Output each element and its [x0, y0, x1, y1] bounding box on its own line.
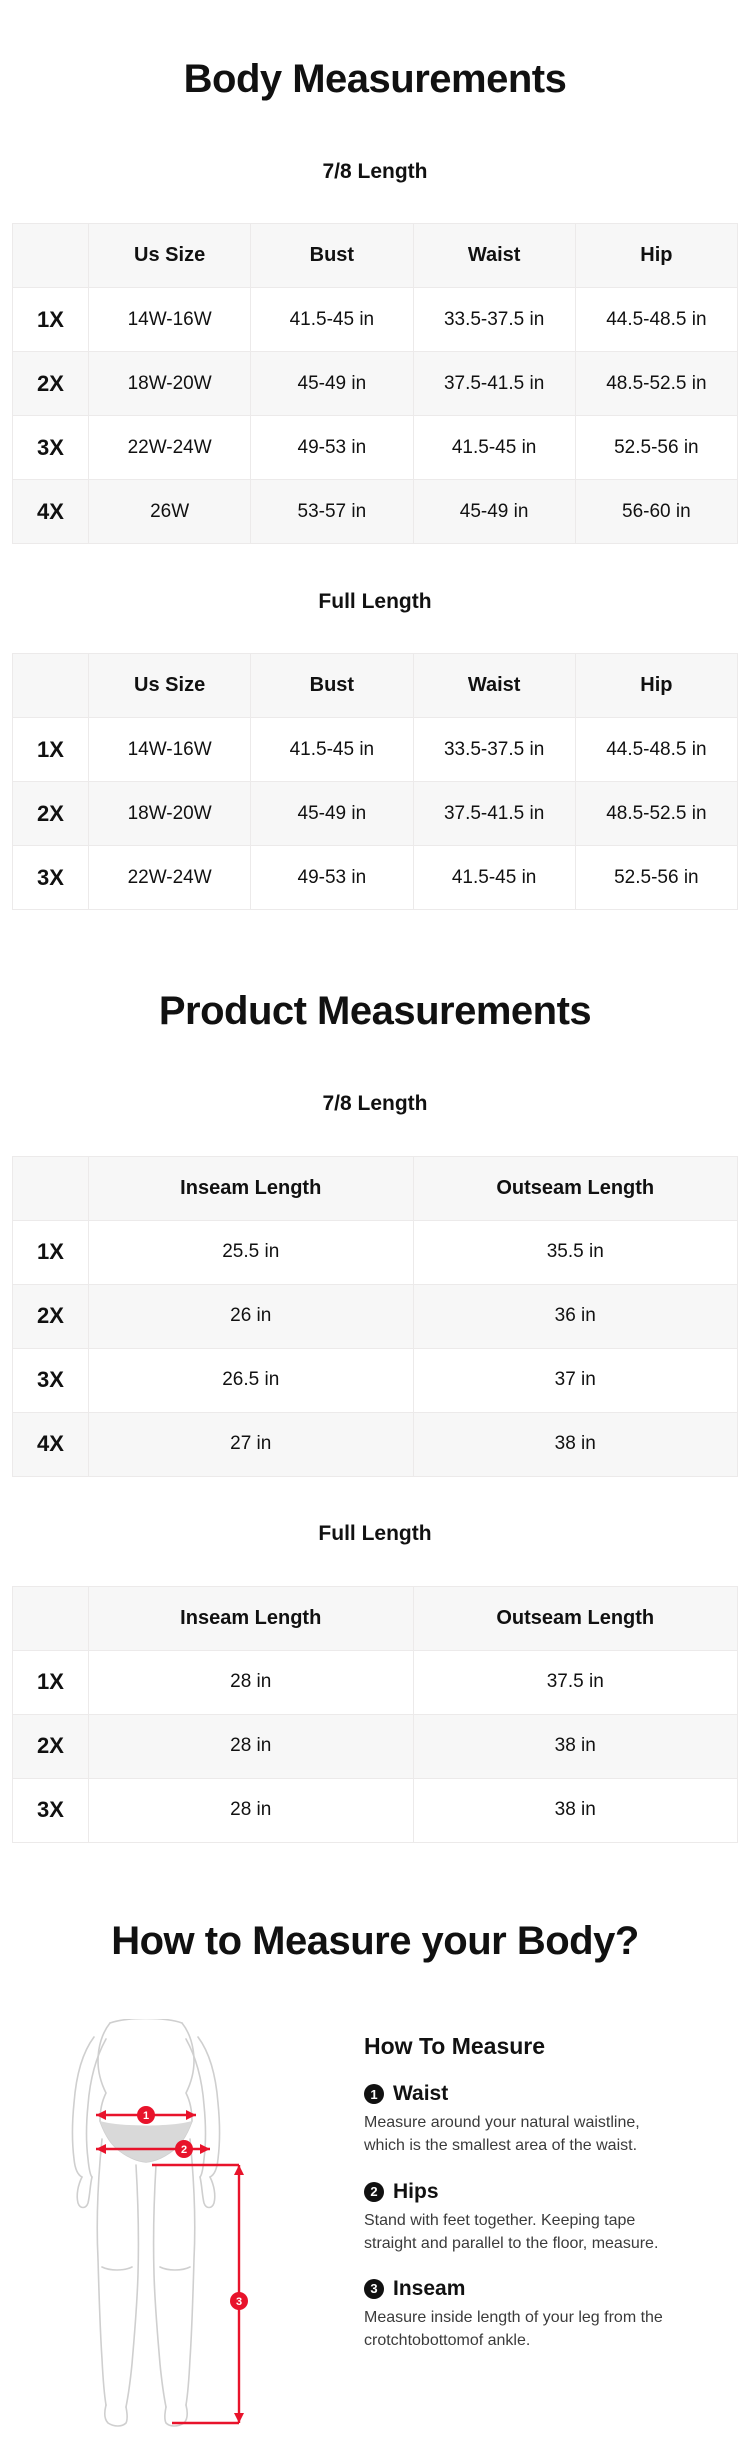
row-size-label: 2X — [13, 1284, 89, 1348]
instruction-header — [364, 2180, 728, 2204]
table-cell: 52.5-56 in — [575, 846, 737, 910]
table-row — [13, 288, 738, 352]
how-to-measure-instructions — [364, 2019, 728, 2374]
table-cell: 45-49 in — [251, 352, 413, 416]
spacer — [12, 544, 738, 572]
spacer — [12, 201, 738, 223]
marker-3-label: 3 — [235, 2296, 243, 2309]
row-size-label: 3X — [13, 846, 89, 910]
table-header-cell: Us Size — [89, 224, 251, 288]
table-header-cell — [13, 654, 89, 718]
table-header-cell: Us Size — [89, 654, 251, 718]
instruction-text: Measure around your natural waistline, which is the smallest area of the waist. — [364, 2114, 640, 2155]
table-cell: 33.5-37.5 in — [413, 288, 575, 352]
table-cell: 41.5-45 in — [251, 718, 413, 782]
table-cell: 48.5-52.5 in — [575, 782, 737, 846]
table-cell: 14W-16W — [89, 718, 251, 782]
product-78-subtitle: 7/8 Length — [322, 1092, 428, 1116]
table-cell: 28 in — [89, 1714, 414, 1778]
row-size-label: 2X — [13, 1714, 89, 1778]
table-row — [13, 1778, 738, 1842]
body-full-subtitle: Full Length — [318, 589, 432, 613]
row-size-label: 3X — [13, 416, 89, 480]
inseam-measure-line — [152, 2165, 244, 2423]
table-header-cell: Waist — [413, 224, 575, 288]
table-header-cell: Hip — [575, 224, 737, 288]
table-cell: 41.5-45 in — [251, 288, 413, 352]
table-cell: 14W-16W — [89, 288, 251, 352]
table-cell: 36 in — [413, 1284, 738, 1348]
table-row — [13, 782, 738, 846]
table-cell: 56-60 in — [575, 480, 737, 544]
table-cell: 44.5-48.5 in — [575, 718, 737, 782]
table-row — [13, 846, 738, 910]
body-measurements-full-table — [12, 653, 738, 910]
table-cell: 22W-24W — [89, 846, 251, 910]
instruction-text: Measure inside length of your leg from the crotchtobottomof ankle. — [364, 2308, 663, 2350]
how-to-measure-section — [12, 2019, 738, 2439]
table-header-cell: Outseam Length — [413, 1586, 738, 1650]
table-row — [13, 1220, 738, 1284]
table-head — [13, 654, 738, 718]
body-measurements-78-table — [12, 223, 738, 544]
step-1-badge: 1 — [364, 2084, 384, 2104]
table-cell: 33.5-37.5 in — [413, 718, 575, 782]
table-row — [13, 1348, 738, 1412]
table-body — [13, 718, 738, 910]
spacer — [12, 910, 738, 962]
table-cell: 49-53 in — [251, 846, 413, 910]
table-cell: 45-49 in — [251, 782, 413, 846]
product-measurements-title: Product Measurements — [158, 989, 592, 1034]
table-row — [13, 416, 738, 480]
table-header-cell — [13, 1586, 89, 1650]
row-size-label: 3X — [13, 1348, 89, 1412]
table-cell: 53-57 in — [251, 480, 413, 544]
table-cell: 26W — [89, 480, 251, 544]
table-cell: 44.5-48.5 in — [575, 288, 737, 352]
table-row — [13, 480, 738, 544]
table-header-row — [13, 224, 738, 288]
table-row — [13, 1412, 738, 1476]
table-row — [13, 718, 738, 782]
table-row — [13, 1284, 738, 1348]
table-head — [13, 1586, 738, 1650]
top-spacer — [12, 0, 738, 30]
instruction-inseam — [364, 2277, 728, 2352]
spacer — [12, 1477, 738, 1505]
table-body — [13, 288, 738, 544]
instruction-text: Stand with feet together. Keeping tape straight and parallel to the floor, measure. — [364, 2211, 659, 2252]
spacer — [12, 1134, 738, 1156]
table-cell: 37.5-41.5 in — [413, 352, 575, 416]
table-header-cell: Waist — [413, 654, 575, 718]
table-row — [13, 1650, 738, 1714]
table-header-cell: Outseam Length — [413, 1156, 738, 1220]
table-cell: 28 in — [89, 1650, 414, 1714]
table-cell: 37 in — [413, 1348, 738, 1412]
table-header-row — [13, 1586, 738, 1650]
bottom-spacer — [12, 2439, 738, 2459]
instruction-title: Inseam — [393, 2276, 466, 2300]
table-head — [13, 224, 738, 288]
table-row — [13, 1714, 738, 1778]
product-full-subtitle: Full Length — [318, 1522, 432, 1546]
table-header-cell: Inseam Length — [89, 1156, 414, 1220]
how-to-measure-heading: How To Measure — [364, 2033, 546, 2060]
table-header-cell — [13, 1156, 89, 1220]
table-cell: 38 in — [413, 1714, 738, 1778]
table-cell: 48.5-52.5 in — [575, 352, 737, 416]
table-cell: 38 in — [413, 1778, 738, 1842]
marker-2-label: 2 — [180, 2144, 188, 2157]
table-cell: 35.5 in — [413, 1220, 738, 1284]
table-header-row — [13, 1156, 738, 1220]
table-body — [13, 1220, 738, 1476]
table-cell: 38 in — [413, 1412, 738, 1476]
table-cell: 27 in — [89, 1412, 414, 1476]
table-body — [13, 1650, 738, 1842]
product-measurements-full-table — [12, 1586, 738, 1843]
table-cell: 26.5 in — [89, 1348, 414, 1412]
row-size-label: 2X — [13, 782, 89, 846]
instruction-header — [364, 2277, 728, 2301]
table-header-row — [13, 654, 738, 718]
table-cell: 45-49 in — [413, 480, 575, 544]
body-figure-svg — [32, 2019, 342, 2439]
row-size-label: 1X — [13, 718, 89, 782]
spacer — [12, 1843, 738, 1893]
row-size-label: 1X — [13, 1650, 89, 1714]
row-size-label: 2X — [13, 352, 89, 416]
how-to-measure-title: How to Measure your Body? — [111, 1919, 639, 1964]
table-cell: 25.5 in — [89, 1220, 414, 1284]
spacer — [12, 1991, 738, 2019]
marker-1-label: 1 — [142, 2110, 150, 2123]
spacer — [12, 1564, 738, 1586]
row-size-label: 4X — [13, 480, 89, 544]
table-cell: 52.5-56 in — [575, 416, 737, 480]
body-78-subtitle: 7/8 Length — [322, 160, 428, 184]
instruction-hips — [364, 2180, 728, 2255]
table-cell: 28 in — [89, 1778, 414, 1842]
table-header-cell — [13, 224, 89, 288]
table-cell: 18W-20W — [89, 352, 251, 416]
table-header-cell: Hip — [575, 654, 737, 718]
row-size-label: 1X — [13, 1220, 89, 1284]
instruction-waist — [364, 2082, 728, 2157]
table-head — [13, 1156, 738, 1220]
instruction-title: Hips — [393, 2179, 439, 2203]
row-size-label: 4X — [13, 1412, 89, 1476]
table-cell: 37.5 in — [413, 1650, 738, 1714]
instruction-title: Waist — [393, 2082, 449, 2106]
product-measurements-78-table — [12, 1156, 738, 1477]
row-size-label: 3X — [13, 1778, 89, 1842]
table-cell: 26 in — [89, 1284, 414, 1348]
table-cell: 22W-24W — [89, 416, 251, 480]
table-header-cell: Bust — [251, 654, 413, 718]
step-3-badge: 3 — [364, 2279, 384, 2299]
table-cell: 41.5-45 in — [413, 416, 575, 480]
step-2-badge: 2 — [364, 2182, 384, 2202]
instruction-header — [364, 2082, 728, 2106]
table-cell: 18W-20W — [89, 782, 251, 846]
table-header-cell: Inseam Length — [89, 1586, 414, 1650]
table-row — [13, 352, 738, 416]
body-diagram — [22, 2019, 352, 2439]
spacer — [12, 129, 738, 143]
spacer — [12, 631, 738, 653]
table-cell: 41.5-45 in — [413, 846, 575, 910]
body-measurements-title: Body Measurements — [183, 56, 567, 101]
table-header-cell: Bust — [251, 224, 413, 288]
spacer — [12, 1061, 738, 1075]
row-size-label: 1X — [13, 288, 89, 352]
table-cell: 37.5-41.5 in — [413, 782, 575, 846]
table-cell: 49-53 in — [251, 416, 413, 480]
